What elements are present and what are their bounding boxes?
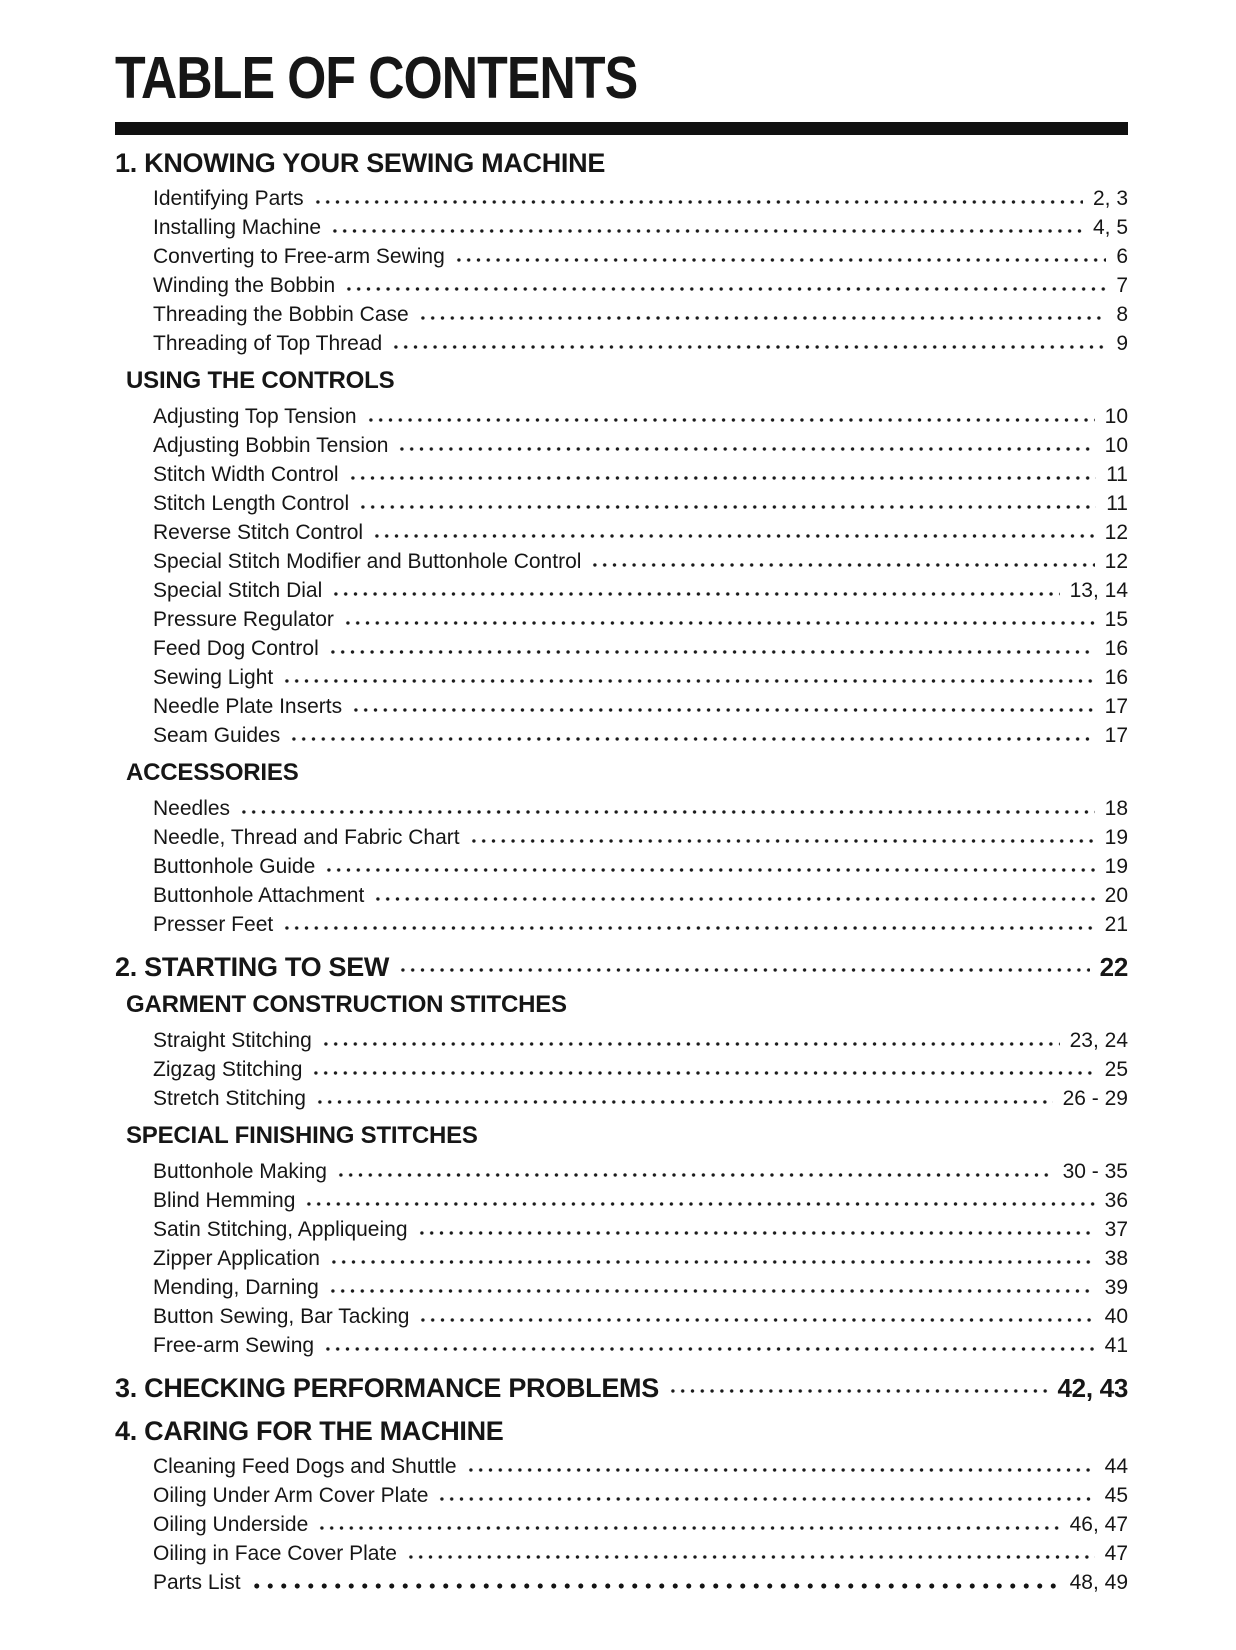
entry-group (153, 1452, 1128, 1597)
dot-leader (466, 1452, 1095, 1481)
dot-leader (311, 1055, 1094, 1084)
toc-entry (153, 1481, 1128, 1510)
toc-entry (153, 242, 1128, 271)
dot-leader (454, 242, 1107, 271)
entry-label: Cleaning Feed Dogs and Shuttle (153, 1455, 457, 1478)
entry-label: Parts List (153, 1571, 241, 1594)
chapter-heading: 4. CARING FOR THE MACHINE (115, 1416, 504, 1446)
toc-entry (153, 547, 1128, 576)
toc-entry (153, 1215, 1128, 1244)
dot-leader (437, 1481, 1094, 1510)
toc-entry (153, 1568, 1128, 1597)
dot-leader (289, 721, 1094, 750)
entry-label: Adjusting Bobbin Tension (153, 434, 389, 457)
entry-label: Buttonhole Guide (153, 855, 316, 878)
entry-pages: 38 (1104, 1247, 1128, 1270)
subsection-heading: SPECIAL FINISHING STITCHES (126, 1122, 478, 1149)
toc-entry (153, 881, 1128, 910)
toc-page (0, 45, 1236, 1597)
dot-leader (239, 794, 1095, 823)
entry-label: Stretch Stitching (153, 1087, 306, 1110)
dot-leader (321, 1026, 1060, 1055)
entry-pages: 13, 14 (1069, 579, 1128, 602)
entry-label: Winding the Bobbin (153, 274, 336, 297)
toc-entry (153, 1084, 1128, 1113)
dot-leader (397, 431, 1094, 460)
entry-pages: 15 (1104, 608, 1128, 631)
dot-leader (418, 1302, 1094, 1331)
toc-entry (153, 300, 1128, 329)
toc-entry (153, 1452, 1128, 1481)
toc-entry (153, 1157, 1128, 1186)
dot-leader (344, 271, 1106, 300)
heading-label: 2. STARTING TO SEW (115, 952, 390, 982)
dot-leader (315, 1084, 1053, 1113)
heading-pages: 22 (1099, 952, 1128, 982)
entry-pages: 44 (1104, 1455, 1128, 1478)
entry-pages: 6 (1116, 245, 1128, 268)
dot-leader (282, 663, 1094, 692)
subsection-heading: ACCESSORIES (126, 759, 299, 786)
entry-label: Seam Guides (153, 724, 281, 747)
entry-label: Stitch Width Control (153, 463, 339, 486)
chapter-heading (115, 952, 1128, 982)
toc-entry (153, 184, 1128, 213)
toc-entry (153, 402, 1128, 431)
toc-entry (153, 605, 1128, 634)
entry-pages: 16 (1104, 666, 1128, 689)
toc-entry (153, 489, 1128, 518)
subsection-heading: GARMENT CONSTRUCTION STITCHES (126, 991, 567, 1018)
dot-leader (328, 1273, 1095, 1302)
entry-label: Zigzag Stitching (153, 1058, 303, 1081)
toc-entry (153, 852, 1128, 881)
entry-pages: 47 (1104, 1542, 1128, 1565)
toc-entry (153, 910, 1128, 939)
toc-list (115, 148, 1128, 1597)
entry-pages: 40 (1104, 1305, 1128, 1328)
entry-pages: 30 - 35 (1062, 1160, 1128, 1183)
toc-entry (153, 1026, 1128, 1055)
toc-entry (153, 1055, 1128, 1084)
entry-group (153, 184, 1128, 358)
dot-leader (348, 460, 1097, 489)
entry-pages: 4, 5 (1092, 216, 1128, 239)
entry-pages: 21 (1104, 913, 1128, 936)
entry-pages: 41 (1104, 1334, 1128, 1357)
entry-label: Stitch Length Control (153, 492, 350, 515)
toc-entry (153, 1539, 1128, 1568)
entry-pages: 16 (1104, 637, 1128, 660)
entry-label: Installing Machine (153, 216, 322, 239)
dot-leader (323, 1331, 1095, 1360)
toc-entry (153, 823, 1128, 852)
entry-label: Buttonhole Attachment (153, 884, 365, 907)
toc-entry (153, 1186, 1128, 1215)
entry-pages: 36 (1104, 1189, 1128, 1212)
toc-entry (153, 1302, 1128, 1331)
dot-leader (351, 692, 1095, 721)
dot-leader (317, 1510, 1059, 1539)
entry-label: Special Stitch Modifier and Buttonhole Control (153, 550, 582, 573)
entry-pages: 10 (1104, 434, 1128, 457)
dot-leader (358, 489, 1096, 518)
entry-pages: 2, 3 (1092, 187, 1128, 210)
toc-entry (153, 1510, 1128, 1539)
entry-pages: 23, 24 (1069, 1029, 1128, 1052)
subsection-heading: USING THE CONTROLS (126, 367, 395, 394)
toc-entry (153, 271, 1128, 300)
entry-label: Threading the Bobbin Case (153, 303, 409, 326)
dot-leader (336, 1157, 1053, 1186)
dot-leader (417, 1215, 1095, 1244)
dot-leader (398, 952, 1090, 982)
entry-pages: 17 (1104, 724, 1128, 747)
dot-leader (590, 547, 1094, 576)
entry-label: Oiling in Face Cover Plate (153, 1542, 397, 1565)
toc-entry (153, 213, 1128, 242)
entry-pages: 8 (1116, 303, 1128, 326)
dot-leader (373, 881, 1094, 910)
entry-pages: 46, 47 (1069, 1513, 1128, 1536)
entry-label: Satin Stitching, Appliqueing (153, 1218, 408, 1241)
toc-entry (153, 460, 1128, 489)
toc-entry (153, 1273, 1128, 1302)
entry-pages: 25 (1104, 1058, 1128, 1081)
entry-pages: 12 (1104, 550, 1128, 573)
title-rule (115, 122, 1128, 135)
dot-leader (282, 910, 1094, 939)
entry-label: Oiling Under Arm Cover Plate (153, 1484, 429, 1507)
entry-label: Identifying Parts (153, 187, 304, 210)
dot-leader (304, 1186, 1094, 1215)
dot-leader (250, 1568, 1060, 1597)
dot-leader (330, 213, 1083, 242)
entry-pages: 17 (1104, 695, 1128, 718)
entry-pages: 9 (1116, 332, 1128, 355)
entry-label: Oiling Underside (153, 1513, 309, 1536)
toc-entry (153, 663, 1128, 692)
dot-leader (324, 852, 1094, 881)
entry-pages: 10 (1104, 405, 1128, 428)
entry-label: Needle, Thread and Fabric Chart (153, 826, 460, 849)
toc-entry (153, 692, 1128, 721)
entry-label: Mending, Darning (153, 1276, 319, 1299)
entry-label: Presser Feet (153, 913, 274, 936)
entry-pages: 11 (1106, 492, 1128, 515)
entry-label: Feed Dog Control (153, 637, 319, 660)
dot-leader (328, 634, 1095, 663)
entry-pages: 39 (1104, 1276, 1128, 1299)
dot-leader (329, 1244, 1095, 1273)
entry-pages: 48, 49 (1069, 1571, 1128, 1594)
entry-pages: 12 (1104, 521, 1128, 544)
entry-label: Buttonhole Making (153, 1160, 327, 1183)
entry-label: Needles (153, 797, 231, 820)
entry-pages: 20 (1104, 884, 1128, 907)
toc-entry (153, 518, 1128, 547)
dot-leader (366, 402, 1095, 431)
dot-leader (372, 518, 1095, 547)
dot-leader (469, 823, 1095, 852)
dot-leader (418, 300, 1107, 329)
entry-label: Pressure Regulator (153, 608, 334, 631)
dot-leader (343, 605, 1095, 634)
entry-pages: 26 - 29 (1062, 1087, 1128, 1110)
toc-entry (153, 1244, 1128, 1273)
entry-label: Special Stitch Dial (153, 579, 323, 602)
entry-label: Sewing Light (153, 666, 274, 689)
toc-entry (153, 329, 1128, 358)
chapter-heading (115, 1373, 1128, 1403)
entry-label: Converting to Free-arm Sewing (153, 245, 445, 268)
entry-group (153, 1026, 1128, 1113)
entry-pages: 7 (1116, 274, 1128, 297)
entry-label: Needle Plate Inserts (153, 695, 343, 718)
toc-entry (153, 721, 1128, 750)
entry-pages: 37 (1104, 1218, 1128, 1241)
entry-pages: 18 (1104, 797, 1128, 820)
toc-entry (153, 794, 1128, 823)
dot-leader (391, 329, 1106, 358)
entry-label: Straight Stitching (153, 1029, 312, 1052)
toc-entry (153, 1331, 1128, 1360)
toc-entry (153, 431, 1128, 460)
entry-pages: 11 (1106, 463, 1128, 486)
entry-pages: 19 (1104, 855, 1128, 878)
entry-group (153, 1157, 1128, 1360)
dot-leader (406, 1539, 1095, 1568)
page-title: TABLE OF CONTENTS (115, 45, 638, 111)
dot-leader (313, 184, 1083, 213)
entry-label: Free-arm Sewing (153, 1334, 315, 1357)
heading-label: 3. CHECKING PERFORMANCE PROBLEMS (115, 1373, 659, 1403)
entry-label: Zipper Application (153, 1247, 320, 1270)
entry-label: Adjusting Top Tension (153, 405, 357, 428)
dot-leader (331, 576, 1059, 605)
entry-group (153, 402, 1128, 750)
entry-group (153, 794, 1128, 939)
entry-pages: 19 (1104, 826, 1128, 849)
toc-entry (153, 634, 1128, 663)
entry-label: Button Sewing, Bar Tacking (153, 1305, 410, 1328)
dot-leader (668, 1373, 1048, 1403)
entry-label: Reverse Stitch Control (153, 521, 364, 544)
chapter-heading: 1. KNOWING YOUR SEWING MACHINE (115, 148, 606, 178)
entry-label: Threading of Top Thread (153, 332, 383, 355)
toc-entry (153, 576, 1128, 605)
entry-pages: 45 (1104, 1484, 1128, 1507)
entry-label: Blind Hemming (153, 1189, 296, 1212)
heading-pages: 42, 43 (1057, 1373, 1128, 1403)
